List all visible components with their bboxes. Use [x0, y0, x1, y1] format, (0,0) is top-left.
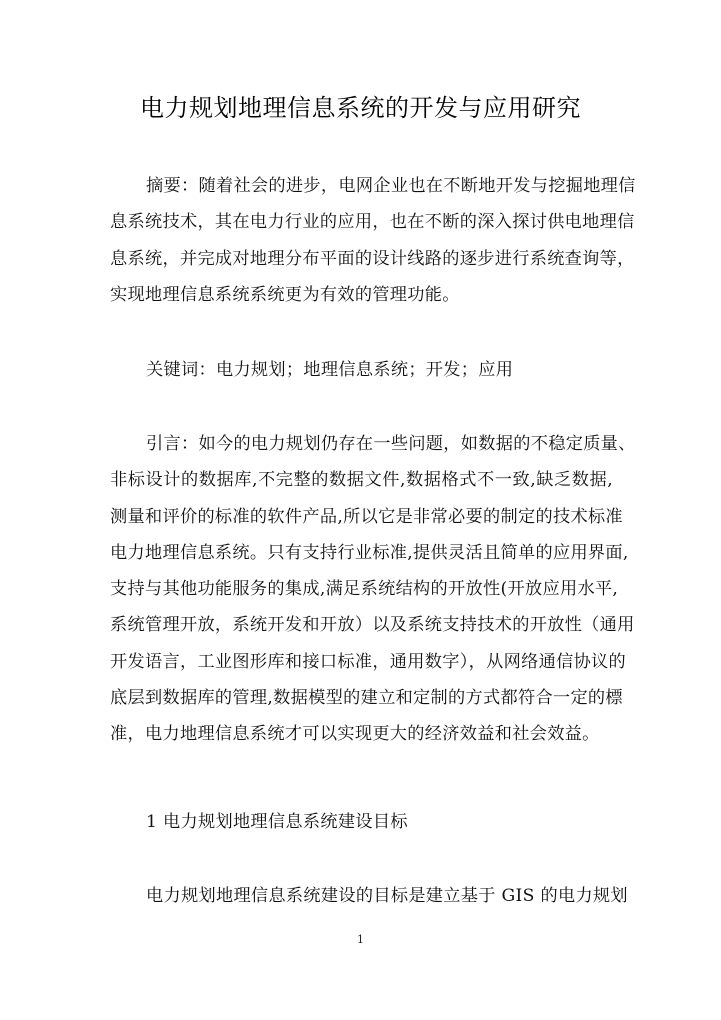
abstract-line: 实现地理信息系统系统更为有效的管理功能。: [110, 284, 460, 305]
section-1-heading: 1 电力规划地理信息系统建设目标: [146, 812, 408, 832]
keywords-paragraph: [110, 352, 613, 388]
introduction-line: 底层到数据库的管理,数据模型的建立和定制的方式都符合一定的標: [110, 688, 623, 709]
section-1-body-line: 电力规划地理信息系统建设的目标是建立基于 GIS 的电力规划: [146, 886, 628, 906]
keywords-text: 关键词：电力规划；地理信息系统；开发；应用: [146, 360, 514, 380]
introduction-line: 系统管理开放，系统开发和开放）以及系统支持技术的开放性（通用: [110, 615, 635, 636]
abstract-paragraph: [110, 168, 636, 313]
introduction-paragraph: [110, 426, 636, 753]
introduction-line: 准，电力地理信息系统才可以实现更大的经济效益和社会效益。: [110, 724, 600, 745]
section-1-body: [110, 878, 628, 914]
abstract-line: 摘要：随着社会的进步，电网企业也在不断地开发与挖掘地理信: [146, 176, 636, 196]
introduction-line: 测量和评价的标准的软件产品,所以它是非常必要的制定的技术标准: [110, 506, 623, 527]
introduction-line: 支持与其他功能服务的集成,满足系统结构的开放性(开放应用水平,: [110, 579, 619, 600]
introduction-line: 非标设计的数据库,不完整的数据文件,数据格式不一致,缺乏数据,: [110, 470, 613, 491]
page-number: 1: [357, 933, 364, 946]
section-heading: [110, 804, 613, 840]
document-title: 电力规划地理信息系统的开发与应用研究: [140, 94, 581, 122]
abstract-line: 息系统技术，其在电力行业的应用，也在不断的深入探讨供电地理信: [110, 212, 635, 233]
introduction-line: 引言：如今的电力规划仍存在一些问题，如数据的不稳定质量、: [146, 434, 636, 454]
introduction-line: 开发语言，工业图形库和接口标准，通用数字），从网络通信协议的: [110, 651, 627, 672]
abstract-line: 息系统，并完成对地理分布平面的设计线路的逐步进行系统查询等，: [110, 248, 635, 269]
introduction-line: 电力地理信息系统。只有支持行业标准,提供灵活且简单的应用界面,: [110, 542, 629, 563]
